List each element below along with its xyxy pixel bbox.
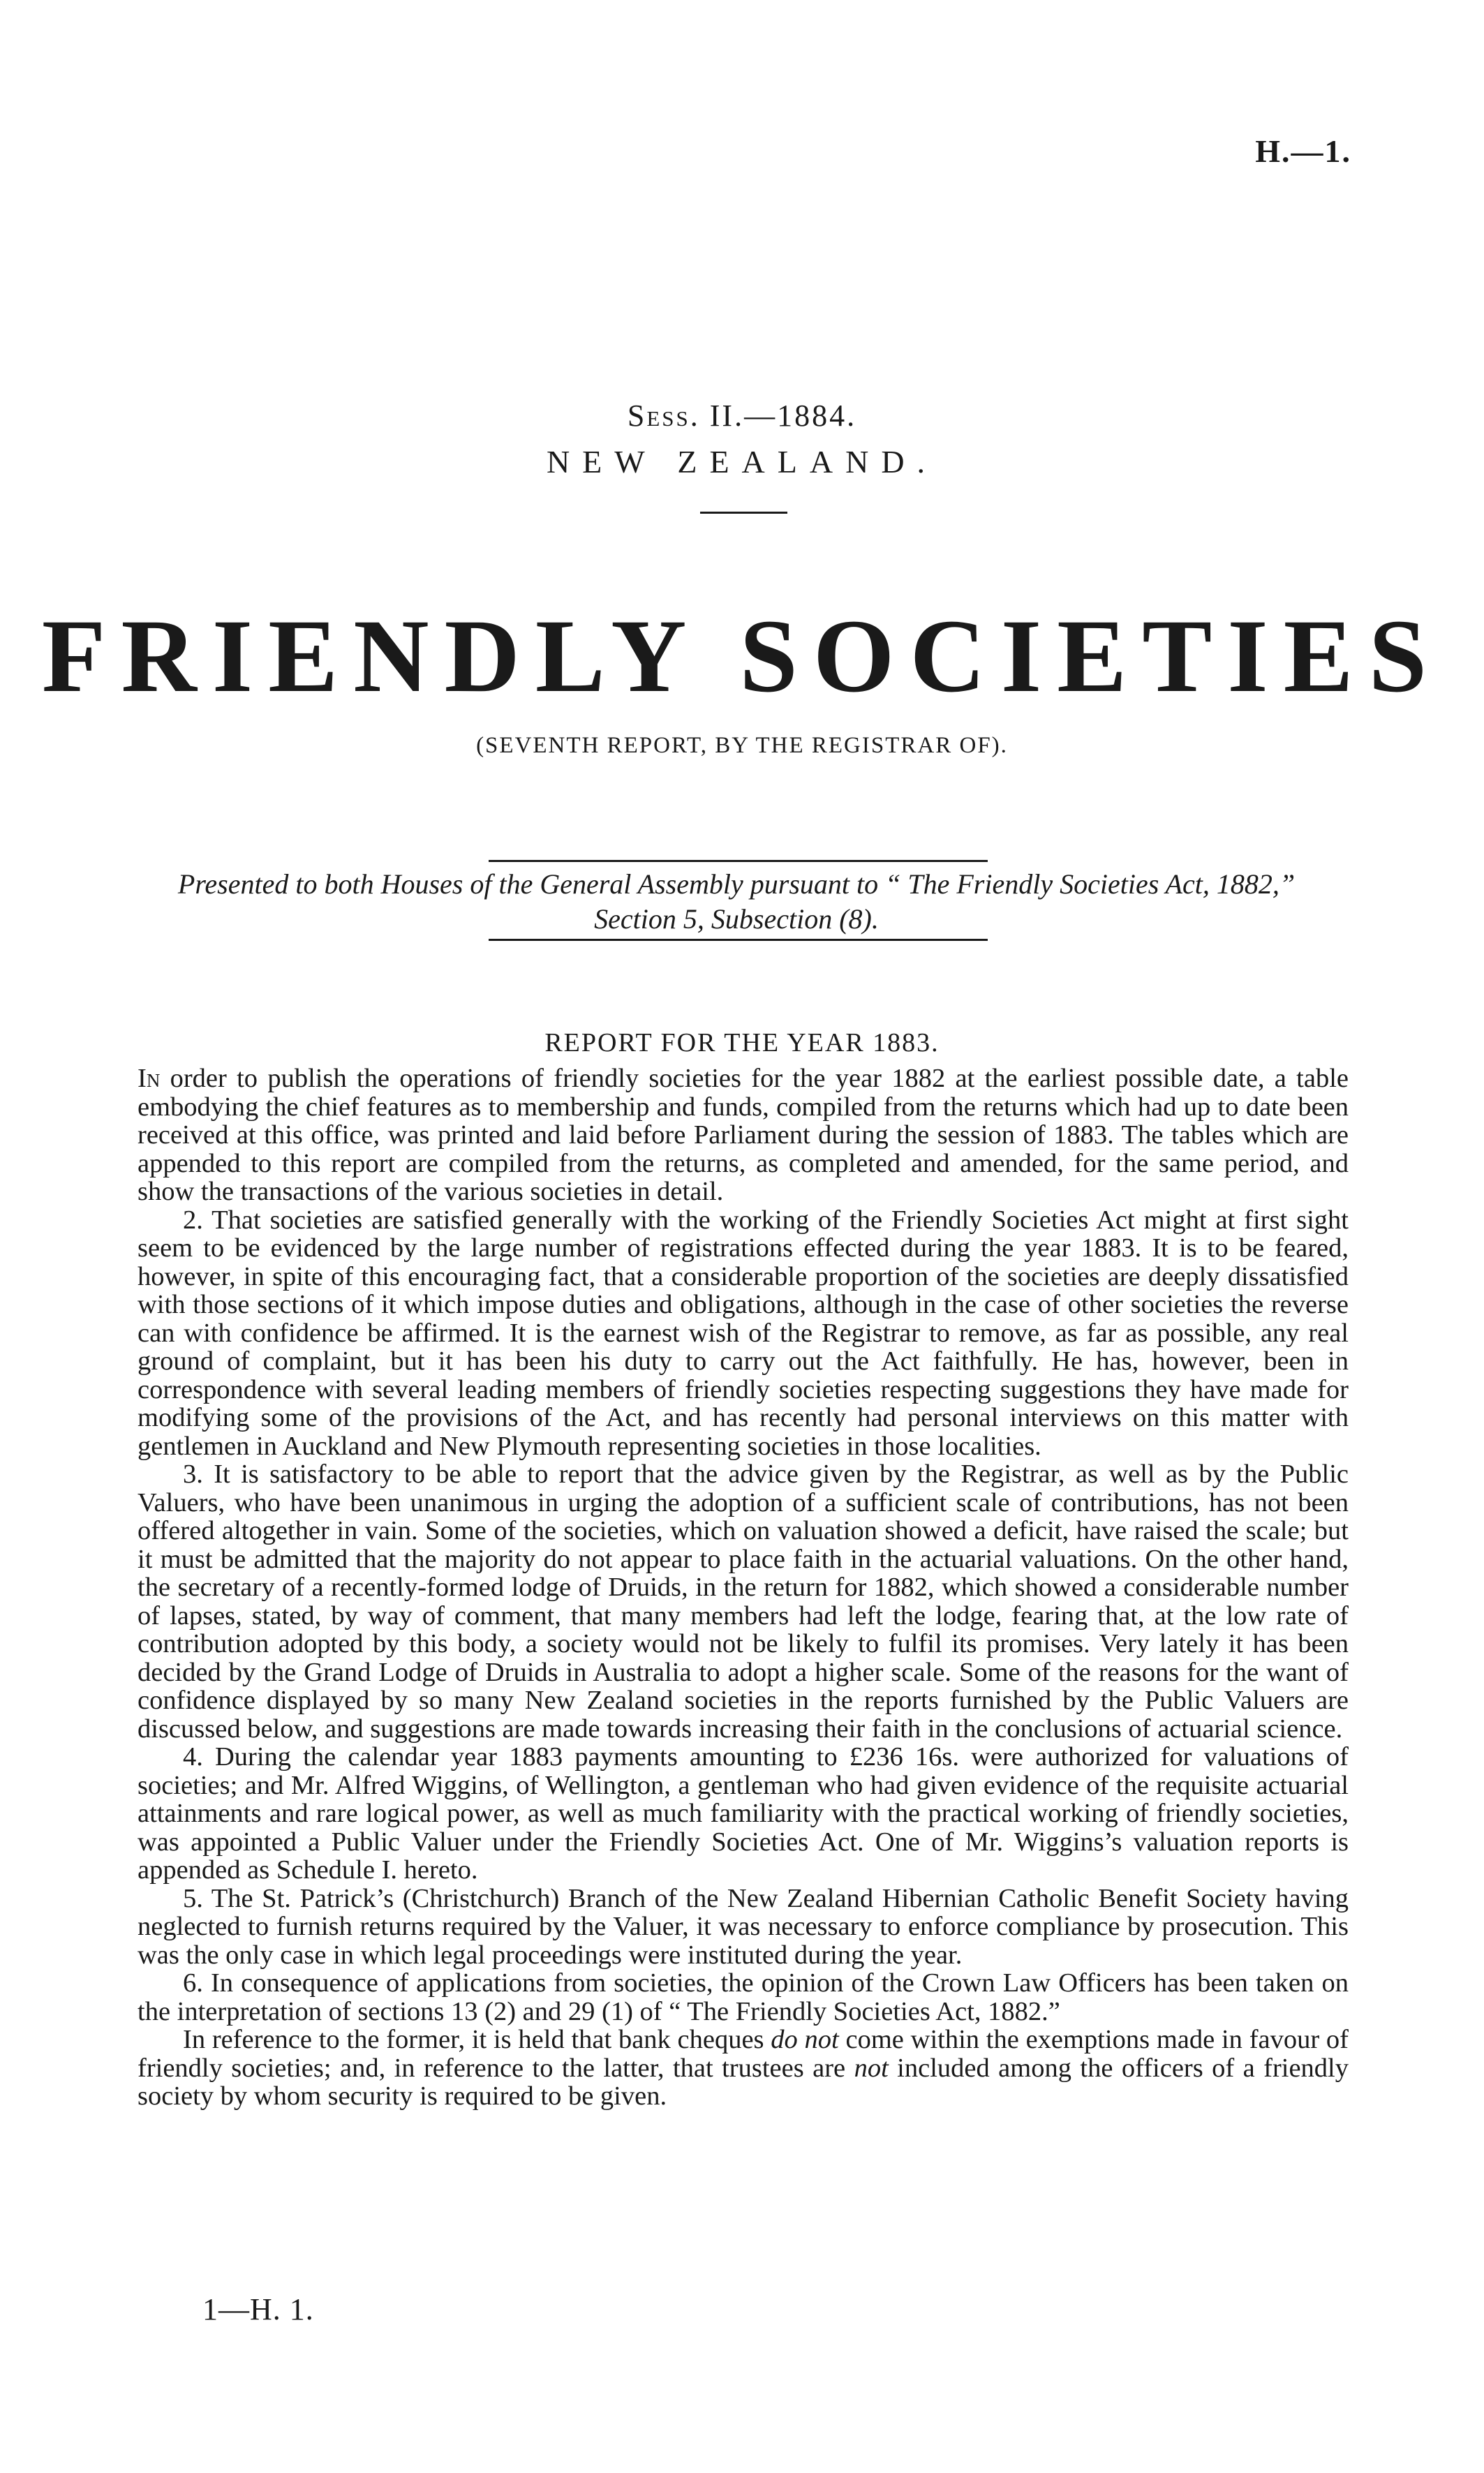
report-body xyxy=(138,1064,1349,2111)
document-title: FRIENDLY SOCIETIES xyxy=(41,598,1443,714)
presented-divider-top xyxy=(489,860,988,862)
session-prefix: Sess. xyxy=(627,399,700,433)
paragraph-1 xyxy=(138,1064,1349,1206)
paragraph-7-emphasis-1: do not xyxy=(771,2025,839,2054)
presented-note xyxy=(98,867,1375,937)
paragraph-1-text: order to publish the operations of friendly societies for the year 1882 at the earliest possible date, a table embodying the chief features as to membership and funds, compiled from the returns which had up to date been received at this office, was printed and laid before Parliament during the session of 1883. The tables which are appended to this report are compiled from the returns, as completed and amended, for the same period, and show the transactions of the various societies in detail. xyxy=(138,1064,1349,1206)
document-subtitle: (SEVENTH REPORT, BY THE REGISTRAR OF). xyxy=(476,733,1008,758)
session-line xyxy=(0,398,1484,433)
paragraph-7-emphasis-2: not xyxy=(854,2053,889,2083)
title-divider xyxy=(700,512,787,514)
presented-line-1: Presented to both Houses of the General Assembly pursuant to “ The Friendly Societies Act, 1882,” xyxy=(177,868,1296,900)
paragraph-4: 4. During the calendar year 1883 payments amounting to £236 16s. were authorized for valuations of societies; and Mr. Alfred Wiggins, of Wellington, a gentleman who had given evidence of the requisite actuarial attainments and rare logical power, as well as much familiarity with the practical working of friendly societies, was appointed a Public Valuer under the Friendly Societies Act. One of Mr. Wiggins’s valuation reports is appended as Schedule I. hereto. xyxy=(138,1742,1349,1885)
paragraph-6: 6. In consequence of applications from societies, the opinion of the Crown Law Officers has been taken on the interpretation of sections 13 (2) and 29 (1) of “ The Friendly Societies Act, 1882.” xyxy=(138,1968,1349,2026)
paragraph-3: 3. It is satisfactory to be able to report that the advice given by the Registrar, as well as by the Public Valuers, who have been unanimous in urging the adoption of a sufficient scale of contributions, has not been offered altogether in vain. Some of the societies, which on valuation showed a deficit, have raised the scale; but it must be admitted that the majority do not appear to place faith in the actuarial valuations. On the other hand, the secretary of a recently-formed lodge of Druids, in the return for 1882, which showed a considerable number of lapses, stated, by way of comment, that many members had left the lodge, fearing that, at the low rate of contribution adopted by this body, a society would not be likely to fulfil its promises. Very lately it has been decided by the Grand Lodge of Druids in Australia to adopt a higher scale. Some of the reasons for the want of confidence displayed by so many New Zealand societies in the reports furnished by the Public Valuers are discussed below, and suggestions are made towards increasing their faith in the conclusions of actuarial science. xyxy=(138,1460,1349,1744)
paragraph-7 xyxy=(138,2026,1349,2111)
page-reference: H.—1. xyxy=(1255,133,1351,169)
session-year: II.—1884. xyxy=(699,399,857,433)
presented-divider-bottom xyxy=(489,939,988,941)
paragraph-7-part-c: included among the officers of a friendly society by whom security is required to be given. xyxy=(138,2053,1349,2111)
country-heading: NEW ZEALAND. xyxy=(546,444,938,480)
paragraph-7-part-a: In reference to the former, it is held that bank cheques xyxy=(183,2025,771,2054)
paragraph-1-lead: In xyxy=(138,1064,161,1093)
paragraph-5: 5. The St. Patrick’s (Christchurch) Branch of the New Zealand Hibernian Catholic Benefit Society having neglected to furnish returns required by the Valuer, it was necessary to enforce compliance by prosecution. This was the only case in which legal proceedings were instituted during the year. xyxy=(138,1883,1349,1970)
paragraph-2: 2. That societies are satisfied generally with the working of the Friendly Societies Act might at first sight seem to be evidenced by the large number of registrations effected during the year 1883. It is to be feared, however, in spite of this encouraging fact, that a considerable proportion of the societies are deeply dissatisfied with those sections of it which impose duties and obligations, although in the case of other societies the reverse can with confidence be affirmed. It is the earnest wish of the Registrar to remove, as far as possible, any real ground of complaint, but it has been his duty to carry out the Act faithfully. He has, however, been in correspondence with several leading members of friendly societies respecting suggestions they have made for modifying some of the provisions of the Act, and has recently had personal interviews on this matter with gentlemen in Auckland and New Plymouth representing societies in those localities. xyxy=(138,1205,1349,1461)
sheet-reference: 1—H. 1. xyxy=(202,2292,314,2326)
paragraph-7-part-b: come within the exemptions made in favour of friendly societies; and, in reference to the latter, that trustees are xyxy=(138,2025,1349,2083)
report-heading: REPORT FOR THE YEAR 1883. xyxy=(544,1028,940,1057)
presented-line-2: Section 5, Subsection (8). xyxy=(594,903,879,935)
